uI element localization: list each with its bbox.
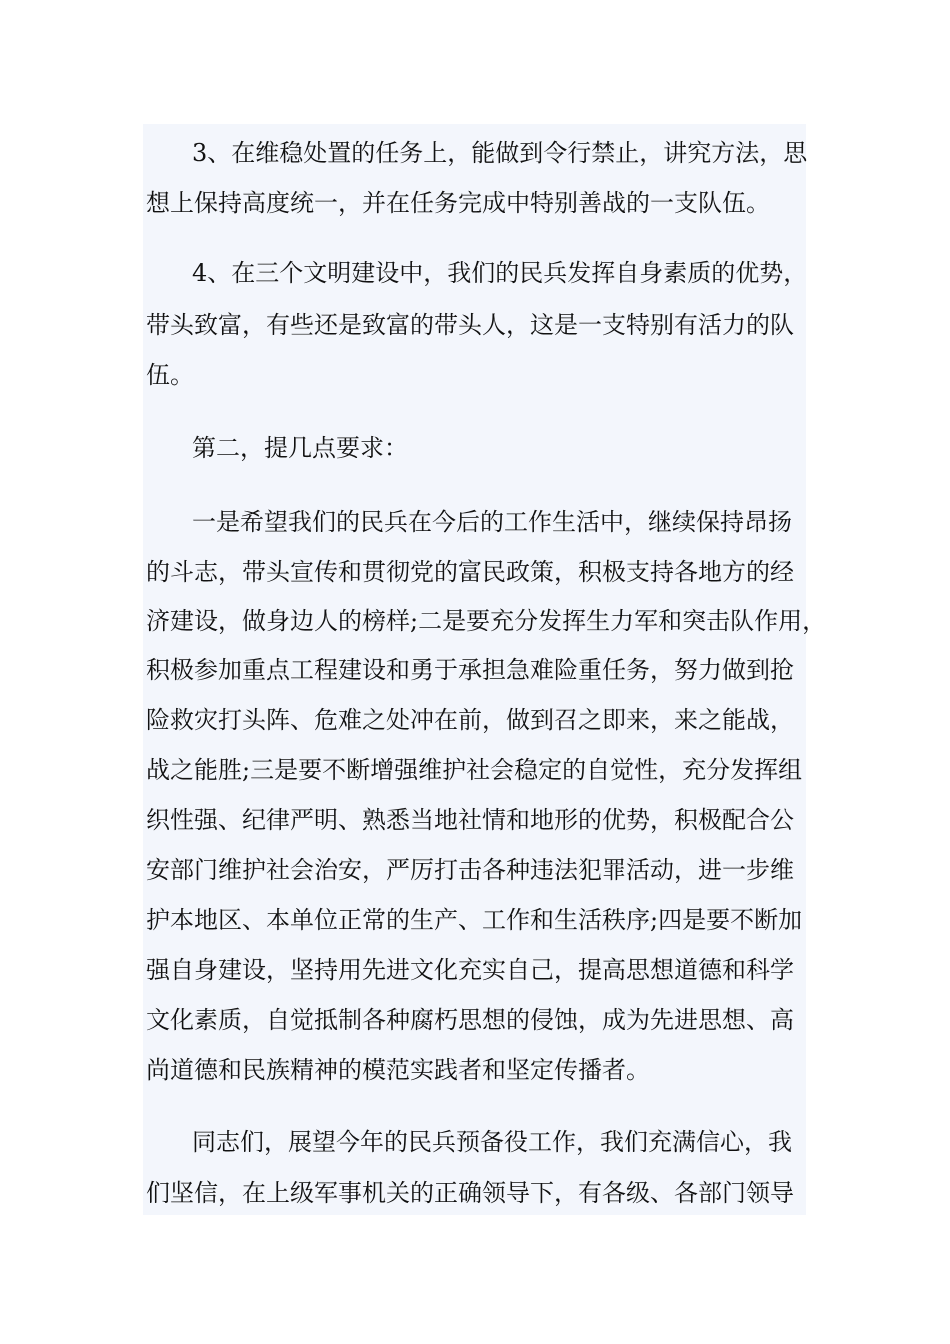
outlook-line-1: 同志们，展望今年的民兵预备役工作，我们充满信心，我 xyxy=(192,1128,792,1156)
section-heading: 第二，提几点要求： xyxy=(192,434,408,462)
requirements-line-6: 战之能胜;三是要不断增强维护社会稳定的自觉性，充分发挥组 xyxy=(146,756,803,784)
requirements-line-7: 织性强、纪律严明、熟悉当地社情和地形的优势，积极配合公 xyxy=(146,806,794,834)
para-3-line-2: 想上保持高度统一，并在任务完成中特别善战的一支队伍。 xyxy=(146,189,770,217)
para-4-line-1: 4、在三个文明建设中，我们的民兵发挥自身素质的优势， xyxy=(192,259,808,287)
requirements-line-2: 的斗志，带头宣传和贯彻党的富民政策，积极支持各地方的经 xyxy=(146,558,794,586)
para-3-line-1: 3、在维稳处置的任务上，能做到令行禁止，讲究方法，思 xyxy=(192,139,808,167)
para-4-line-2: 带头致富，有些还是致富的带头人，这是一支特别有活力的队 xyxy=(146,311,794,339)
requirements-line-3: 济建设，做身边人的榜样;二是要充分发挥生力军和突击队作用， xyxy=(146,607,827,635)
requirements-line-1: 一是希望我们的民兵在今后的工作生活中，继续保持昂扬 xyxy=(192,508,792,536)
para-4-line-3: 伍。 xyxy=(146,361,194,389)
requirements-line-9: 护本地区、本单位正常的生产、工作和生活秩序;四是要不断加 xyxy=(146,906,803,934)
requirements-line-10: 强自身建设，坚持用先进文化充实自己，提高思想道德和科学 xyxy=(146,956,794,984)
requirements-line-4: 积极参加重点工程建设和勇于承担急难险重任务，努力做到抢 xyxy=(146,656,794,684)
requirements-line-5: 险救灾打头阵、危难之处冲在前，做到召之即来，来之能战， xyxy=(146,706,794,734)
outlook-line-2: 们坚信，在上级军事机关的正确领导下，有各级、各部门领导 xyxy=(146,1179,794,1207)
requirements-line-8: 安部门维护社会治安，严厉打击各种违法犯罪活动，进一步维 xyxy=(146,856,794,884)
requirements-line-11: 文化素质，自觉抵制各种腐朽思想的侵蚀，成为先进思想、高 xyxy=(146,1006,794,1034)
requirements-line-12: 尚道德和民族精神的模范实践者和坚定传播者。 xyxy=(146,1056,650,1084)
